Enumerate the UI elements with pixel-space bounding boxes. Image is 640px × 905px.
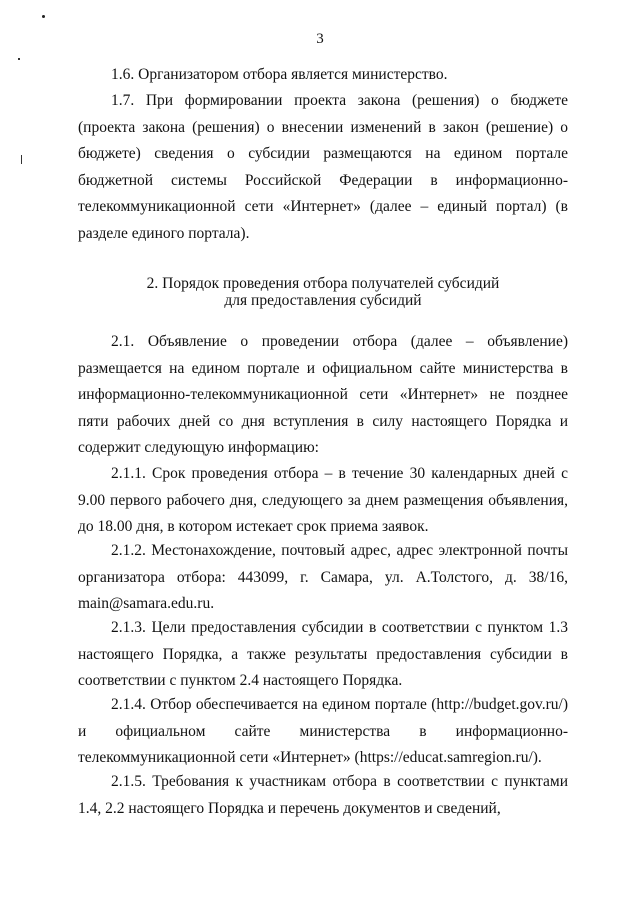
paragraph-2-1-2: 2.1.2. Местонахождение, почтовый адрес, адрес электронной почты организатора отбора: 443099, г. Самара, ул. А.Толстого, д. 38/16, main@samara.edu.ru. (78, 542, 568, 612)
paragraph-2-1-4: 2.1.4. Отбор обеспечивается на едином портале (http://budget.gov.ru/) и официальном сайте министерства в информационно-телекоммуникационной сети «Интернет» (https://educat.samregion.ru/). (78, 696, 568, 766)
section-2-heading-line-1: 2. Порядок проведения отбора получателей субсидий (146, 275, 500, 292)
scan-mark (21, 155, 22, 164)
paragraph-1-7: 1.7. При формировании проекта закона (решения) о бюджете (проекта закона (решения) о внесении изменений в закон (решение) о бюджете) сведения о субсидии размещаются на едином портале бюджетной системы Российской Федерации в информационно-телекоммуникационной сети «Интернет» (далее – единый портал) (в разделе единого портала). (78, 92, 568, 242)
section-2-heading-line-2: для предоставления субсидий (224, 292, 422, 309)
paragraph-2-1-3: 2.1.3. Цели предоставления субсидии в соответствии с пунктом 1.3 настоящего Порядка, а также результаты предоставления субсидии в соответствии с пунктом 2.4 настоящего Порядка. (78, 619, 568, 689)
paragraph-1-6: 1.6. Организатором отбора является министерство. (111, 66, 448, 83)
paragraph-2-1: 2.1. Объявление о проведении отбора (далее – объявление) размещается на едином портале и официальном сайте министерства в информационно-телекоммуникационной сети «Интернет» не позднее пяти рабочих дней со дня вступления в силу настоящего Порядка и содержит следующую информацию: (78, 333, 568, 456)
scan-mark (18, 58, 20, 60)
paragraph-2-1-1: 2.1.1. Срок проведения отбора – в течение 30 календарных дней с 9.00 первого рабочего дня, следующего за днем размещения объявления, до 18.00 дня, в котором истекает срок приема заявок. (78, 465, 568, 535)
page-number: 3 (316, 31, 324, 47)
paragraph-2-1-5: 2.1.5. Требования к участникам отбора в соответствии с пунктами 1.4, 2.2 настоящего Порядка и перечень документов и сведений, (78, 773, 568, 817)
scan-speck (42, 15, 45, 18)
